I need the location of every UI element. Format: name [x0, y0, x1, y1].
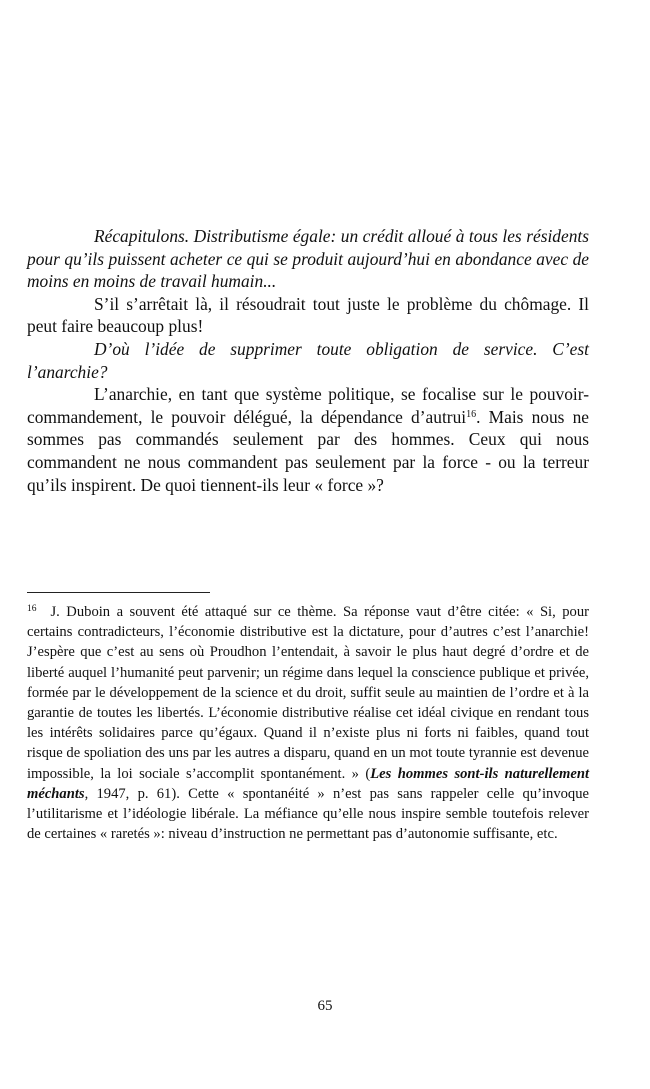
paragraph-anarchie-question: D’où l’idée de supprimer toute obligation de service. C’est l’anarchie? [27, 338, 589, 382]
paragraph-anarchie [27, 383, 589, 496]
paragraph-anarchie-end: . Mais nous ne sommes pas commandés seulement par des hommes. Ceux qui nous commandent ne nous commandent pas seulement par la force - ou la terreur qu’ils inspirent. De quoi tiennent-ils leur « force »? [27, 406, 589, 495]
footnote-reference: 16 [466, 408, 477, 420]
page-number: 65 [317, 998, 333, 1014]
footnote-text-end: , 1947, p. 61). Cette « spontanéité » n’est pas sans rappeler celle qu’invoque l’utilitarisme et l’idéologie libérale. La méfiance qu’elle nous inspire semble toutefois relever de certaines « raretés »: niveau d’instruction ne permettant pas d’autonomie suffisante, etc. [27, 785, 589, 843]
main-text [27, 225, 589, 496]
footnote-paragraph [27, 602, 589, 844]
paragraph-chomage: S’il s’arrêtait là, il résoudrait tout juste le problème du chômage. Il peut faire beaucoup plus! [27, 293, 589, 337]
footnote-book-title: Les hommes sont-ils naturellement méchants [27, 765, 590, 802]
footnote-text-start: J. Duboin a souvent été attaqué sur ce thème. Sa réponse vaut d’être citée: « Si, pour certains contradicteurs, l’économie distributive est la dictature, pour d’autres c’est l’anarchie! J’espère que c’est au sens où Proudhon l’entendait, à savoir le plus haut degré d’ordre et de liberté auquel l’humanité peut parvenir; un régime dans lequel la conscience publique et privée, formée par le développement de la science et du droit, suffit seule au maintien de l’ordre et à la garantie de toutes les libertés. L’économie distributive réalise cet idéal civique en rendant tous les intérêts solidaires parce qu’égaux. Quand il n’existe plus ni forts ni faibles, quand tout risque de spoliation des uns par les autres a disparu, quand en un mot toute tyrannie est devenue impossible, la loi sociale s’accomplit spontanément. » ( [27, 604, 589, 782]
footnote [27, 602, 589, 844]
footnote-separator [27, 592, 210, 593]
footnote-number: 16 [27, 604, 37, 614]
paragraph-anarchie-start: L’anarchie, en tant que système politique, se focalise sur le pouvoir-commandement, le pouvoir délégué, la dépendance d’autrui [27, 384, 589, 427]
paragraph-recapitulons: Récapitulons. Distributisme égale: un crédit alloué à tous les résidents pour qu’ils puissent acheter ce qui se produit aujourd’hui en abondance avec de moins en moins de travail humain... [27, 226, 589, 292]
